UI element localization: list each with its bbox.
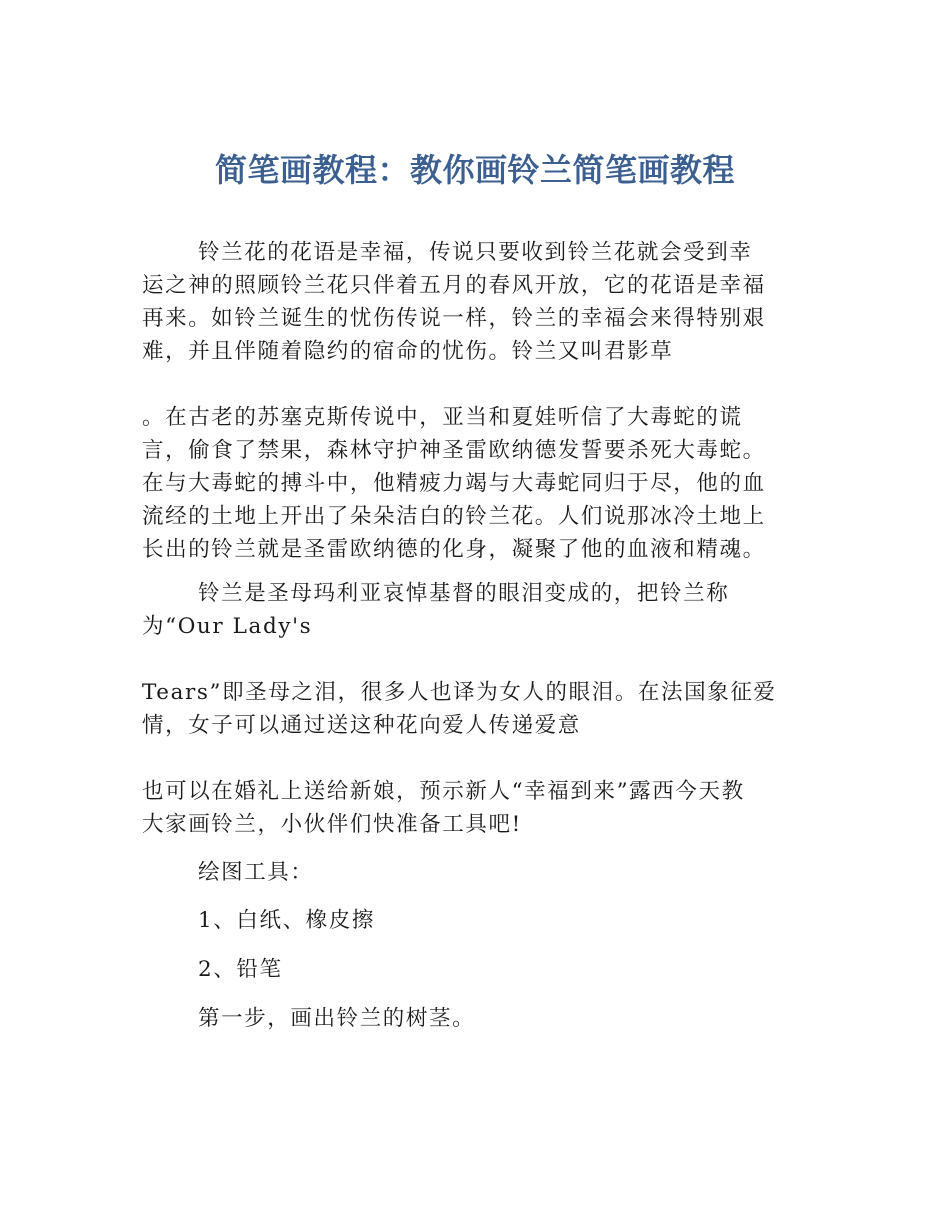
paragraph-wedding	[142, 775, 814, 841]
text-line: 第一步，画出铃兰的树茎。	[198, 1006, 476, 1031]
text-line: 铃兰花的花语是幸福，传说只要收到铃兰花就会受到幸	[198, 240, 753, 265]
document-title: 简笔画教程：教你画铃兰简笔画教程	[214, 151, 735, 189]
tool-item-pencil	[142, 953, 814, 986]
paragraph-tears	[142, 577, 814, 643]
text-line: 言，偷食了禁果，森林守护神圣雷欧纳德发誓要杀死大毒蛇。	[142, 438, 766, 463]
text-line: 在与大毒蛇的搏斗中，他精疲力竭与大毒蛇同归于尽，他的血	[142, 471, 766, 496]
paragraph-meaning	[142, 236, 814, 368]
text-line: 也可以在婚礼上送给新娘，预示新人“幸福到来”露西今天教	[142, 779, 745, 804]
paragraph-france	[142, 676, 814, 742]
text-line: 绘图工具：	[198, 860, 314, 885]
paragraph-legend	[142, 401, 814, 566]
text-line: 。在古老的苏塞克斯传说中，亚当和夏娃听信了大毒蛇的谎	[142, 405, 743, 430]
text-line: 长出的铃兰就是圣雷欧纳德的化身，凝聚了他的血液和精魂。	[142, 537, 766, 562]
text-line: 流经的土地上开出了朵朵洁白的铃兰花。人们说那冰冷土地上	[142, 504, 766, 529]
text-line: 大家画铃兰，小伙伴们快准备工具吧!	[142, 812, 522, 837]
text-line: 为“Our Lady's	[142, 614, 313, 639]
text-line: 2、铅笔	[198, 957, 283, 982]
tool-item-paper-eraser	[142, 904, 814, 937]
text-line: 再来。如铃兰诞生的忧伤传说一样，铃兰的幸福会来得特别艰	[142, 306, 766, 331]
text-line: 1、白纸、橡皮擦	[198, 908, 375, 933]
step-one	[142, 1002, 814, 1035]
text-line: 运之神的照顾铃兰花只伴着五月的春风开放，它的花语是幸福	[142, 273, 766, 298]
tools-heading	[142, 856, 814, 889]
text-line: 情，女子可以通过送这种花向爱人传递爱意	[142, 713, 581, 738]
text-line: 难，并且伴随着隐约的宿命的忧伤。铃兰又叫君影草	[142, 339, 674, 364]
text-line: 铃兰是圣母玛利亚哀悼基督的眼泪变成的，把铃兰称	[198, 581, 730, 606]
text-line: Tears”即圣母之泪，很多人也译为女人的眼泪。在法国象征爱	[142, 680, 777, 705]
